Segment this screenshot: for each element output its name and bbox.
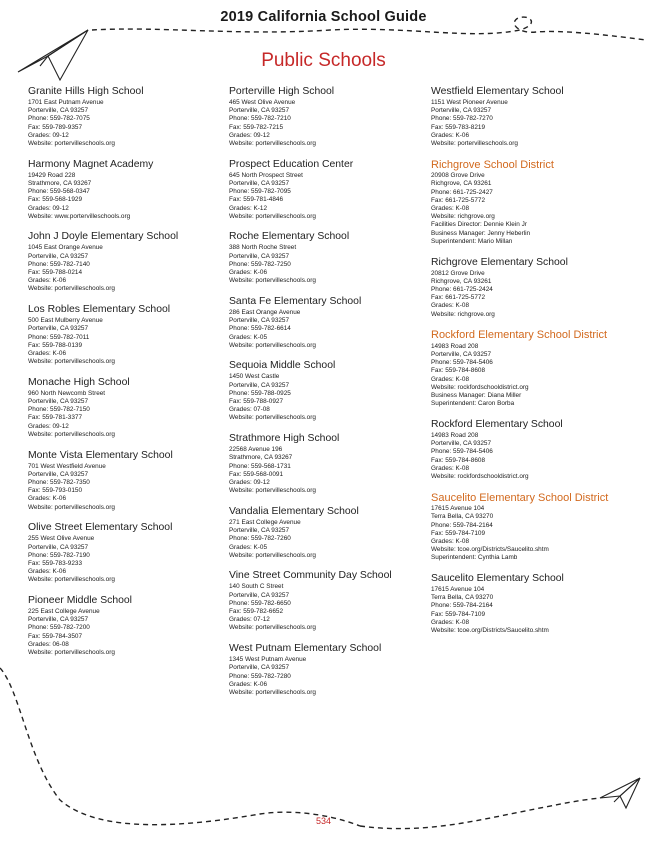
entry-detail-line: Porterville, CA 93257 — [28, 616, 89, 624]
school-name: Richgrove Elementary School — [431, 256, 568, 268]
entry-detail-line: 388 North Roche Street — [229, 244, 297, 252]
entry-detail-line: Website: portervilleschools.org — [229, 414, 316, 422]
entry-detail-line: 701 West Westfield Avenue — [28, 462, 106, 470]
school-name: West Putnam Elementary School — [229, 643, 382, 655]
entry-detail-line: Phone: 559-784-2164 — [431, 521, 493, 529]
entry-detail-line: Porterville, CA 93257 — [431, 440, 492, 448]
school-entry — [229, 433, 424, 495]
page-header-title: 2019 California School Guide — [220, 9, 427, 25]
school-entry — [229, 86, 424, 148]
entry-detail-line: 960 North Newcomb Street — [28, 389, 106, 397]
entry-detail-line: Fax: 559-789-9357 — [28, 123, 83, 131]
entry-detail-line: Porterville, CA 93257 — [28, 107, 89, 115]
entry-detail-line: Website: portervilleschools.org — [229, 688, 316, 696]
school-name: Monte Vista Elementary School — [28, 449, 173, 461]
entry-detail-line: 271 East College Avenue — [229, 518, 301, 526]
school-name: Rockford Elementary School — [431, 418, 563, 430]
school-entry — [229, 296, 424, 350]
entry-detail-line: Porterville, CA 93257 — [28, 470, 89, 478]
entry-detail-line: Business Manager: Diana Miller — [431, 391, 522, 399]
school-entry — [28, 231, 223, 293]
school-name: Harmony Magnet Academy — [28, 158, 154, 170]
school-entry — [28, 595, 223, 657]
entry-detail-line: Fax: 559-783-8219 — [431, 123, 486, 131]
entry-detail-line: Phone: 661-725-2427 — [431, 188, 493, 196]
column-1 — [28, 86, 223, 668]
entry-detail-line: 1345 West Putnam Avenue — [229, 656, 307, 664]
school-name: Los Robles Elementary School — [28, 304, 171, 316]
school-entry — [229, 231, 424, 285]
entry-detail-line: Porterville, CA 93257 — [431, 107, 492, 115]
entry-detail-line: 1450 West Castle — [229, 373, 280, 381]
entry-detail-line: Facilities Director: Dennie Klein Jr — [431, 221, 527, 229]
entry-detail-line: Porterville, CA 93257 — [229, 179, 290, 187]
entry-detail-line: Website: richgrove.org — [431, 213, 495, 221]
entry-detail-line: Phone: 559-782-7200 — [28, 624, 90, 632]
entry-detail-line: Grades: K-06 — [28, 495, 67, 503]
school-name: Santa Fe Elementary School — [229, 295, 362, 307]
school-name: Sequoia Middle School — [229, 360, 336, 372]
entry-detail-line: Grades: K-06 — [229, 680, 268, 688]
entry-detail-line: Website: portervilleschools.org — [229, 487, 316, 495]
entry-detail-line: Superintendent: Mario Millan — [431, 237, 513, 245]
entry-detail-line: Phone: 559-568-0347 — [28, 188, 90, 196]
entry-detail-line: Grades: 09-12 — [28, 131, 69, 139]
column-3 — [431, 86, 626, 646]
entry-detail-line: 645 North Prospect Street — [229, 171, 303, 179]
school-entry — [28, 450, 223, 512]
school-name: Saucelito Elementary School — [431, 573, 564, 585]
entry-detail-line: Fax: 559-781-3377 — [28, 414, 83, 422]
entry-detail-line: Fax: 559-784-3507 — [28, 632, 83, 640]
entry-detail-line: Grades: K-08 — [431, 537, 470, 545]
entry-detail-line: Website: portervilleschools.org — [229, 624, 316, 632]
entry-detail-line: Website: tcoe.org/Districts/Saucelito.shtm — [431, 627, 549, 635]
district-entry — [431, 329, 626, 408]
entry-detail-line: 255 West Olive Avenue — [28, 535, 95, 543]
entry-detail-line: Grades: K-05 — [229, 543, 268, 551]
entry-detail-line: Grades: K-06 — [28, 349, 67, 357]
entry-detail-line: Fax: 559-568-1929 — [28, 196, 83, 204]
entry-detail-line: Website: portervilleschools.org — [431, 140, 518, 148]
district-name: Saucelito Elementary School District — [431, 491, 609, 504]
entry-detail-line: Grades: 06-08 — [28, 640, 69, 648]
entry-detail-line: Porterville, CA 93257 — [229, 527, 290, 535]
entry-detail-line: Phone: 559-788-0925 — [229, 389, 291, 397]
entry-detail-line: Grades: 09-12 — [229, 131, 270, 139]
entry-detail-line: Porterville, CA 93257 — [28, 325, 89, 333]
entry-detail-line: Phone: 559-784-5406 — [431, 359, 493, 367]
entry-detail-line: Website: richgrove.org — [431, 310, 495, 318]
entry-detail-line: Grades: K-08 — [431, 205, 470, 213]
entry-detail-line: 465 West Olive Avenue — [229, 99, 296, 106]
entry-detail-line: Phone: 559-784-2164 — [431, 602, 493, 610]
entry-detail-line: Fax: 661-725-5772 — [431, 196, 486, 204]
entry-detail-line: Phone: 559-782-7011 — [28, 333, 90, 341]
district-name: Rockford Elementary School District — [431, 329, 608, 342]
entry-detail-line: Website: portervilleschools.org — [28, 576, 115, 584]
entry-detail-line: 1701 East Putnam Avenue — [28, 99, 104, 106]
column-2 — [229, 86, 424, 708]
entry-detail-line: Phone: 559-782-7270 — [431, 115, 493, 123]
district-entry — [431, 492, 626, 563]
school-entry — [229, 643, 424, 697]
district-entry — [431, 159, 626, 246]
entry-detail-line: Phone: 559-782-6614 — [229, 325, 291, 333]
entry-detail-line: Phone: 559-782-6650 — [229, 599, 291, 607]
entry-detail-line: Porterville, CA 93257 — [28, 398, 89, 406]
entry-detail-line: Grades: 09-12 — [229, 479, 270, 486]
entry-detail-line: Website: portervilleschools.org — [229, 140, 316, 148]
entry-detail-line: Phone: 559-782-7260 — [229, 535, 291, 543]
entry-detail-line: Business Manager: Jenny Heberlin — [431, 229, 531, 237]
entry-detail-line: Grades: K-08 — [431, 618, 470, 626]
entry-detail-line: Website: rockfordschooldistrict.org — [431, 383, 529, 391]
entry-detail-line: Porterville, CA 93257 — [28, 252, 89, 260]
entry-detail-line: Terra Bella, CA 93270 — [431, 513, 494, 521]
entry-detail-line: Grades: K-06 — [431, 131, 470, 139]
entry-detail-line: 14983 Road 208 — [431, 342, 479, 350]
entry-detail-line: Superintendent: Caron Borba — [431, 400, 515, 408]
school-name: Westfield Elementary School — [431, 86, 564, 97]
school-name: Strathmore High School — [229, 433, 340, 445]
entry-detail-line: Fax: 559-793-0150 — [28, 487, 83, 495]
entry-detail-line: Strathmore, CA 93267 — [229, 454, 293, 462]
school-entry — [229, 506, 424, 560]
page-number: 534 — [315, 816, 332, 826]
school-entry — [229, 159, 424, 221]
entry-detail-line: Fax: 559-788-0214 — [28, 269, 83, 277]
entry-detail-line: Fax: 559-784-7109 — [431, 529, 486, 537]
entry-detail-line: Website: portervilleschools.org — [28, 503, 115, 511]
entry-detail-line: Grades: K-08 — [431, 375, 470, 383]
school-entry — [431, 257, 626, 319]
entry-detail-line: Phone: 559-782-7250 — [229, 260, 291, 268]
entry-detail-line: 17615 Avenue 104 — [431, 505, 485, 513]
school-name: Monache High School — [28, 376, 130, 388]
entry-detail-line: Porterville, CA 93257 — [229, 252, 290, 260]
entry-detail-line: Phone: 559-782-7350 — [28, 479, 90, 486]
entry-detail-line: Porterville, CA 93257 — [431, 350, 492, 358]
school-entry — [431, 419, 626, 481]
entry-detail-line: 17615 Avenue 104 — [431, 586, 485, 594]
entry-detail-line: 286 East Orange Avenue — [229, 308, 301, 316]
entry-detail-line: Porterville, CA 93257 — [229, 107, 290, 115]
entry-detail-line: Fax: 661-725-5772 — [431, 294, 486, 302]
entry-detail-line: Website: portervilleschools.org — [28, 285, 115, 293]
entry-detail-line: Grades: 07-12 — [229, 616, 270, 624]
entry-detail-line: Website: portervilleschools.org — [229, 341, 316, 349]
school-name: Olive Street Elementary School — [28, 522, 173, 534]
entry-detail-line: 14983 Road 208 — [431, 431, 479, 439]
entry-detail-line: Phone: 559-782-7150 — [28, 406, 90, 414]
entry-detail-line: Porterville, CA 93257 — [229, 664, 290, 672]
entry-detail-line: Grades: K-05 — [229, 333, 268, 341]
entry-detail-line: 20908 Grove Drive — [431, 172, 485, 180]
entry-detail-line: Terra Bella, CA 93270 — [431, 594, 494, 602]
entry-detail-line: Phone: 559-782-7280 — [229, 672, 291, 680]
entry-detail-line: 1045 East Orange Avenue — [28, 244, 103, 252]
school-entry — [28, 304, 223, 366]
school-name: Pioneer Middle School — [28, 595, 132, 607]
entry-detail-line: Grades: 09-12 — [28, 422, 69, 430]
entry-detail-line: Fax: 559-782-7215 — [229, 123, 284, 131]
entry-detail-line: Website: portervilleschools.org — [229, 551, 316, 559]
entry-detail-line: Grades: K-12 — [229, 204, 268, 212]
entry-detail-line: Website: portervilleschools.org — [28, 358, 115, 366]
entry-detail-line: Grades: 07-08 — [229, 406, 270, 414]
entry-detail-line: Fax: 559-788-0139 — [28, 341, 83, 349]
entry-detail-line: Fax: 559-783-9233 — [28, 559, 83, 567]
entry-detail-line: 20812 Grove Drive — [431, 269, 485, 277]
entry-detail-line: Grades: K-08 — [431, 302, 470, 310]
entry-detail-line: Fax: 559-782-6652 — [229, 608, 284, 616]
entry-detail-line: Porterville, CA 93257 — [229, 591, 290, 599]
entry-detail-line: Phone: 661-725-2424 — [431, 285, 493, 293]
entry-detail-line: 500 East Mulberry Avenue — [28, 317, 103, 325]
school-name: Granite Hills High School — [28, 86, 144, 97]
entry-detail-line: Website: portervilleschools.org — [229, 212, 316, 220]
entry-detail-line: Phone: 559-782-7075 — [28, 115, 90, 123]
entry-detail-line: Phone: 559-782-7095 — [229, 188, 291, 196]
entry-detail-line: Fax: 559-784-7109 — [431, 610, 486, 618]
school-entry — [28, 86, 223, 148]
entry-detail-line: Grades: K-06 — [229, 269, 268, 277]
entry-detail-line: Porterville, CA 93257 — [229, 381, 290, 389]
entry-detail-line: Strathmore, CA 93267 — [28, 179, 92, 187]
entry-detail-line: Fax: 559-781-4846 — [229, 196, 284, 204]
school-name: Porterville High School — [229, 86, 335, 97]
school-name: Vine Street Community Day School — [229, 570, 392, 582]
entry-detail-line: Richgrove, CA 93261 — [431, 277, 492, 285]
school-entry — [28, 522, 223, 584]
entry-detail-line: Website: rockfordschooldistrict.org — [431, 472, 529, 480]
district-name: Richgrove School District — [431, 158, 554, 171]
entry-detail-line: Website: www.portervilleschools.org — [28, 212, 131, 220]
school-name: Prospect Education Center — [229, 158, 354, 170]
entry-detail-line: Website: tcoe.org/Districts/Saucelito.shtm — [431, 546, 549, 554]
entry-detail-line: Phone: 559-568-1731 — [229, 462, 291, 470]
entry-detail-line: Fax: 559-784-8608 — [431, 456, 486, 464]
entry-detail-line: Grades: 09-12 — [28, 204, 69, 212]
entry-detail-line: Phone: 559-784-5406 — [431, 448, 493, 456]
entry-detail-line: 1151 West Pioneer Avenue — [431, 99, 508, 106]
entry-detail-line: Fax: 559-788-0927 — [229, 398, 284, 406]
school-entry — [431, 573, 626, 635]
school-entry — [28, 159, 223, 221]
entry-detail-line: Grades: K-08 — [431, 464, 470, 472]
entry-detail-line: 19429 Road 228 — [28, 171, 76, 179]
entry-detail-line: Porterville, CA 93257 — [28, 543, 89, 551]
school-entry — [229, 360, 424, 422]
section-title: Public Schools — [261, 50, 386, 71]
entry-detail-line: 140 South C Street — [229, 583, 284, 591]
entry-detail-line: Website: portervilleschools.org — [28, 649, 115, 657]
entry-detail-line: Richgrove, CA 93261 — [431, 180, 492, 188]
school-name: Roche Elementary School — [229, 231, 350, 243]
entry-detail-line: Phone: 559-782-7140 — [28, 260, 90, 268]
school-name: John J Doyle Elementary School — [28, 231, 179, 243]
entry-detail-line: Phone: 559-782-7210 — [229, 115, 291, 123]
paper-airplane-icon-bottom — [600, 778, 640, 808]
entry-detail-line: Fax: 559-784-8608 — [431, 367, 486, 375]
school-name: Vandalia Elementary School — [229, 505, 359, 517]
entry-detail-line: Website: portervilleschools.org — [28, 430, 115, 438]
entry-detail-line: Porterville, CA 93257 — [229, 317, 290, 325]
school-entry — [229, 570, 424, 632]
entry-detail-line: Fax: 559-568-0091 — [229, 470, 284, 478]
entry-detail-line: Grades: K-06 — [28, 568, 67, 576]
entry-detail-line: 225 East College Avenue — [28, 608, 100, 616]
entry-detail-line: Phone: 559-782-7190 — [28, 551, 90, 559]
entry-detail-line: Website: portervilleschools.org — [28, 140, 115, 148]
entry-detail-line: Grades: K-06 — [28, 277, 67, 285]
school-entry — [28, 377, 223, 439]
school-entry — [431, 86, 626, 148]
entry-detail-line: 22568 Avenue 196 — [229, 446, 283, 454]
entry-detail-line: Superintendent: Cynthia Lamb — [431, 554, 518, 562]
entry-detail-line: Website: portervilleschools.org — [229, 277, 316, 285]
